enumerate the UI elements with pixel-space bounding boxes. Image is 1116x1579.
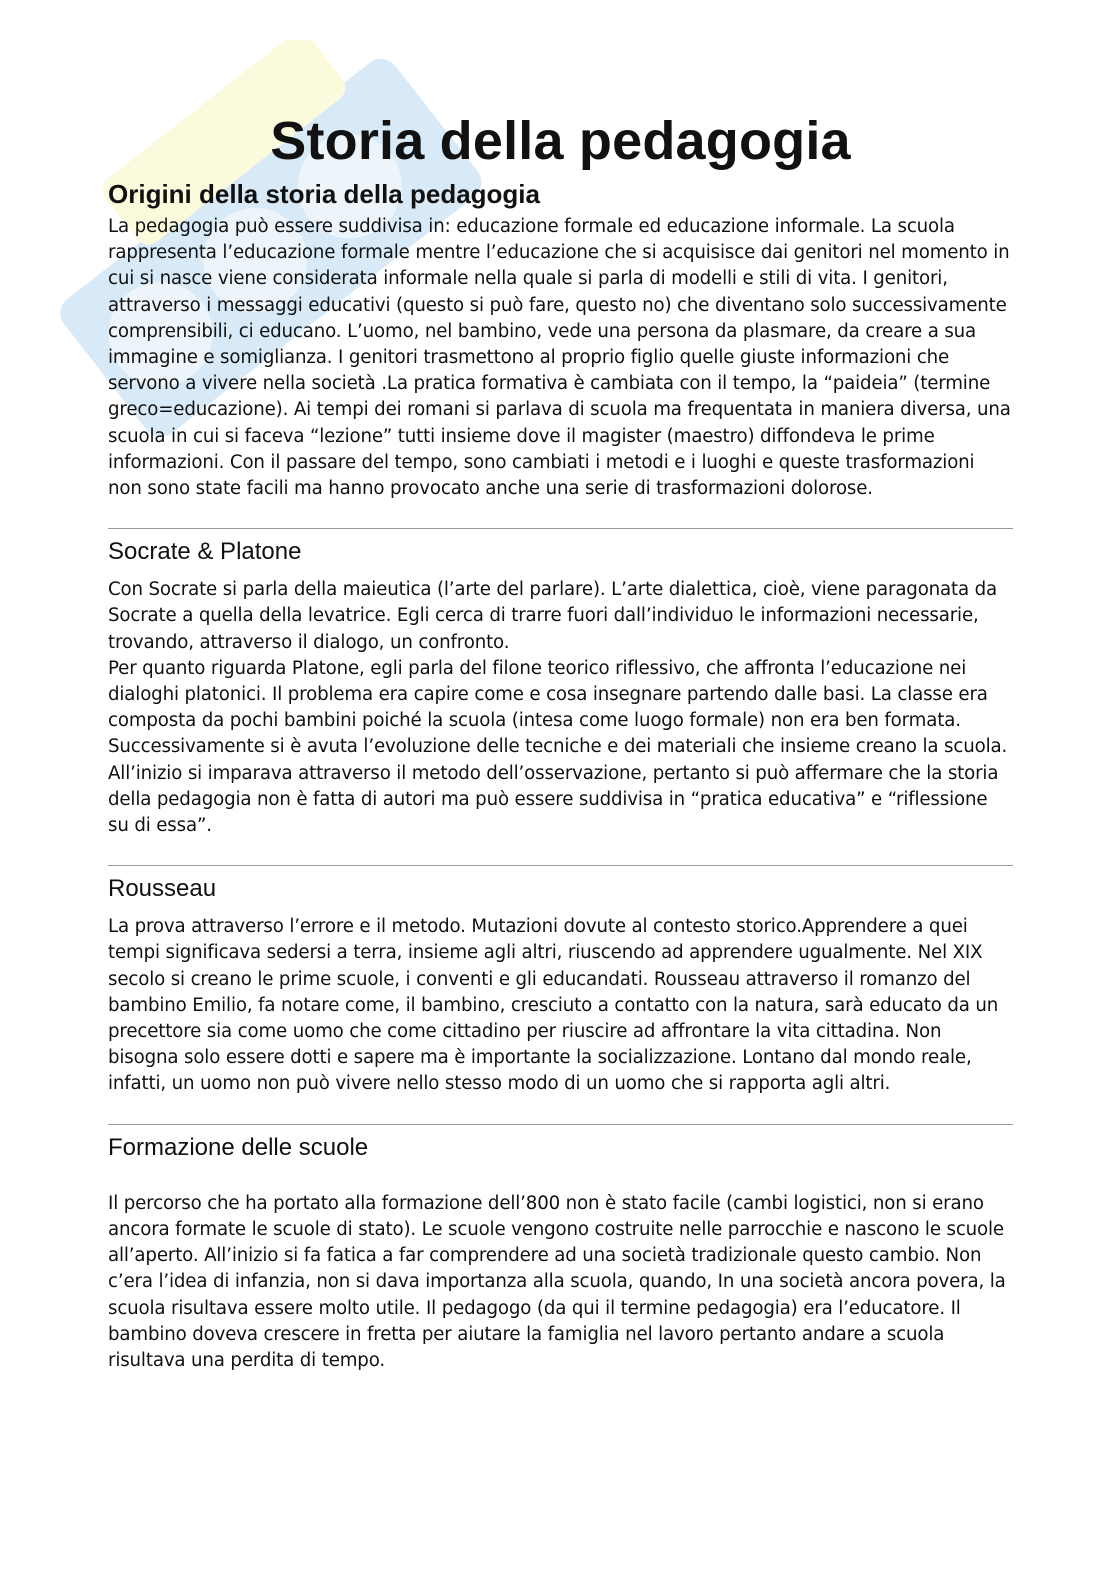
- section-heading-socrate-platone: Socrate & Platone: [108, 538, 302, 566]
- section-rousseau: [108, 874, 1013, 1097]
- section-heading-formazione-scuole: Formazione delle scuole: [108, 1133, 369, 1161]
- section-heading-origini: Origini della storia della pedagogia: [108, 179, 540, 209]
- document-title: Storia della pedagogia: [270, 111, 851, 171]
- section-divider: [108, 528, 1013, 529]
- document-page: [108, 108, 1013, 1374]
- section-socrate-platone: [108, 537, 1013, 839]
- section-divider: [108, 1124, 1013, 1125]
- section-heading-rousseau: Rousseau: [108, 875, 217, 903]
- paragraph: La pedagogia può essere suddivisa in: educazione formale ed educazione informale. La scuola rappresenta l’educazione formale mentre l’educazione che si acquisisce dai genitori nel momento in cui si nasce viene considerata informale nella quale si parla di modelli e stili di vita. I genitori, attraverso i messaggi educativi (questo si può fare, questo no) che diventano solo successivamente comprensibili, ci educano. L’uomo, nel bambino, vede una persona da plasmare, da creare a sua immagine e somiglianza. I genitori trasmettono al proprio figlio quelle giuste informazioni che servono a vivere nella società .La pratica formativa è cambiata con il tempo, la “paideia” (termine greco=educazione). Ai tempi dei romani si parlava di scuola ma frequentata in maniera diversa, una scuola in cui si faceva “lezione” tutti insieme dove il magister (maestro) diffondeva le prime informazioni. Con il passare del tempo, sono cambiati i metodi e i luoghi e queste trasformazioni non sono state facili ma hanno provocato anche una serie di trasformazioni dolorose.: [108, 216, 1011, 500]
- paragraph: La prova attraverso l’errore e il metodo. Mutazioni dovute al contesto storico.Apprendere a quei tempi significava sedersi a terra, insieme agli altri, riuscendo ad apprendere ugualmente. Nel XIX secolo si creano le prime scuole, i conventi e gli educandati. Rousseau attraverso il romanzo del bambino Emilio, fa notare come, il bambino, cresciuto a contatto con la natura, sarà educato da un precettore sia come uomo che come cittadino per riuscire ad affrontare la vita cittadina. Non bisogna solo essere dotti e sapere ma è importante la socializzazione. Lontano dal mondo reale, infatti, un uomo non può vivere nello stesso modo di un uomo che si rapporta agli altri.: [108, 916, 999, 1095]
- paragraph: Con Socrate si parla della maieutica (l’arte del parlare). L’arte dialettica, cioè, viene paragonata da Socrate a quella della levatrice. Egli cerca di trarre fuori dall’individuo le informazioni necessarie, trovando, attraverso il dialogo, un confronto.: [108, 579, 998, 653]
- paragraph: Il percorso che ha portato alla formazione dell’800 non è stato facile (cambi logistici, non si erano ancora formate le scuole di stato). Le scuole vengono costruite nelle parrocchie e nascono le scuole all’aperto. All’inizio si fa fatica a far comprendere ad una società tradizionale questo cambio. Non c’era l’idea di infanzia, non si dava importanza alla scuola, quando, In una società ancora povera, la scuola risultava essere molto utile. Il pedagogo (da qui il termine pedagogia) era l’educatore. Il bambino doveva crescere in fretta per aiutare la famiglia nel lavoro pertanto andare a scuola risultava una perdita di tempo.: [108, 1192, 1006, 1371]
- section-formazione-scuole: [108, 1133, 1013, 1374]
- paragraph: Per quanto riguarda Platone, egli parla del filone teorico riflessivo, che affronta l’educazione nei dialoghi platonici. Il problema era capire come e cosa insegnare partendo dalle basi. La classe era composta da pochi bambini poiché la scuola (intesa come luogo formale) non era ben formata. Successivamente si è avuta l’evoluzione delle tecniche e dei materiali che insieme creano la scuola. All’inizio si imparava attraverso il metodo dell’osservazione, pertanto si può affermare che la storia della pedagogia non è fatta di autori ma può essere suddivisa in “pratica educativa” e “riflessione su di essa”.: [108, 657, 1008, 837]
- section-origini: [108, 178, 1013, 502]
- section-divider: [108, 865, 1013, 866]
